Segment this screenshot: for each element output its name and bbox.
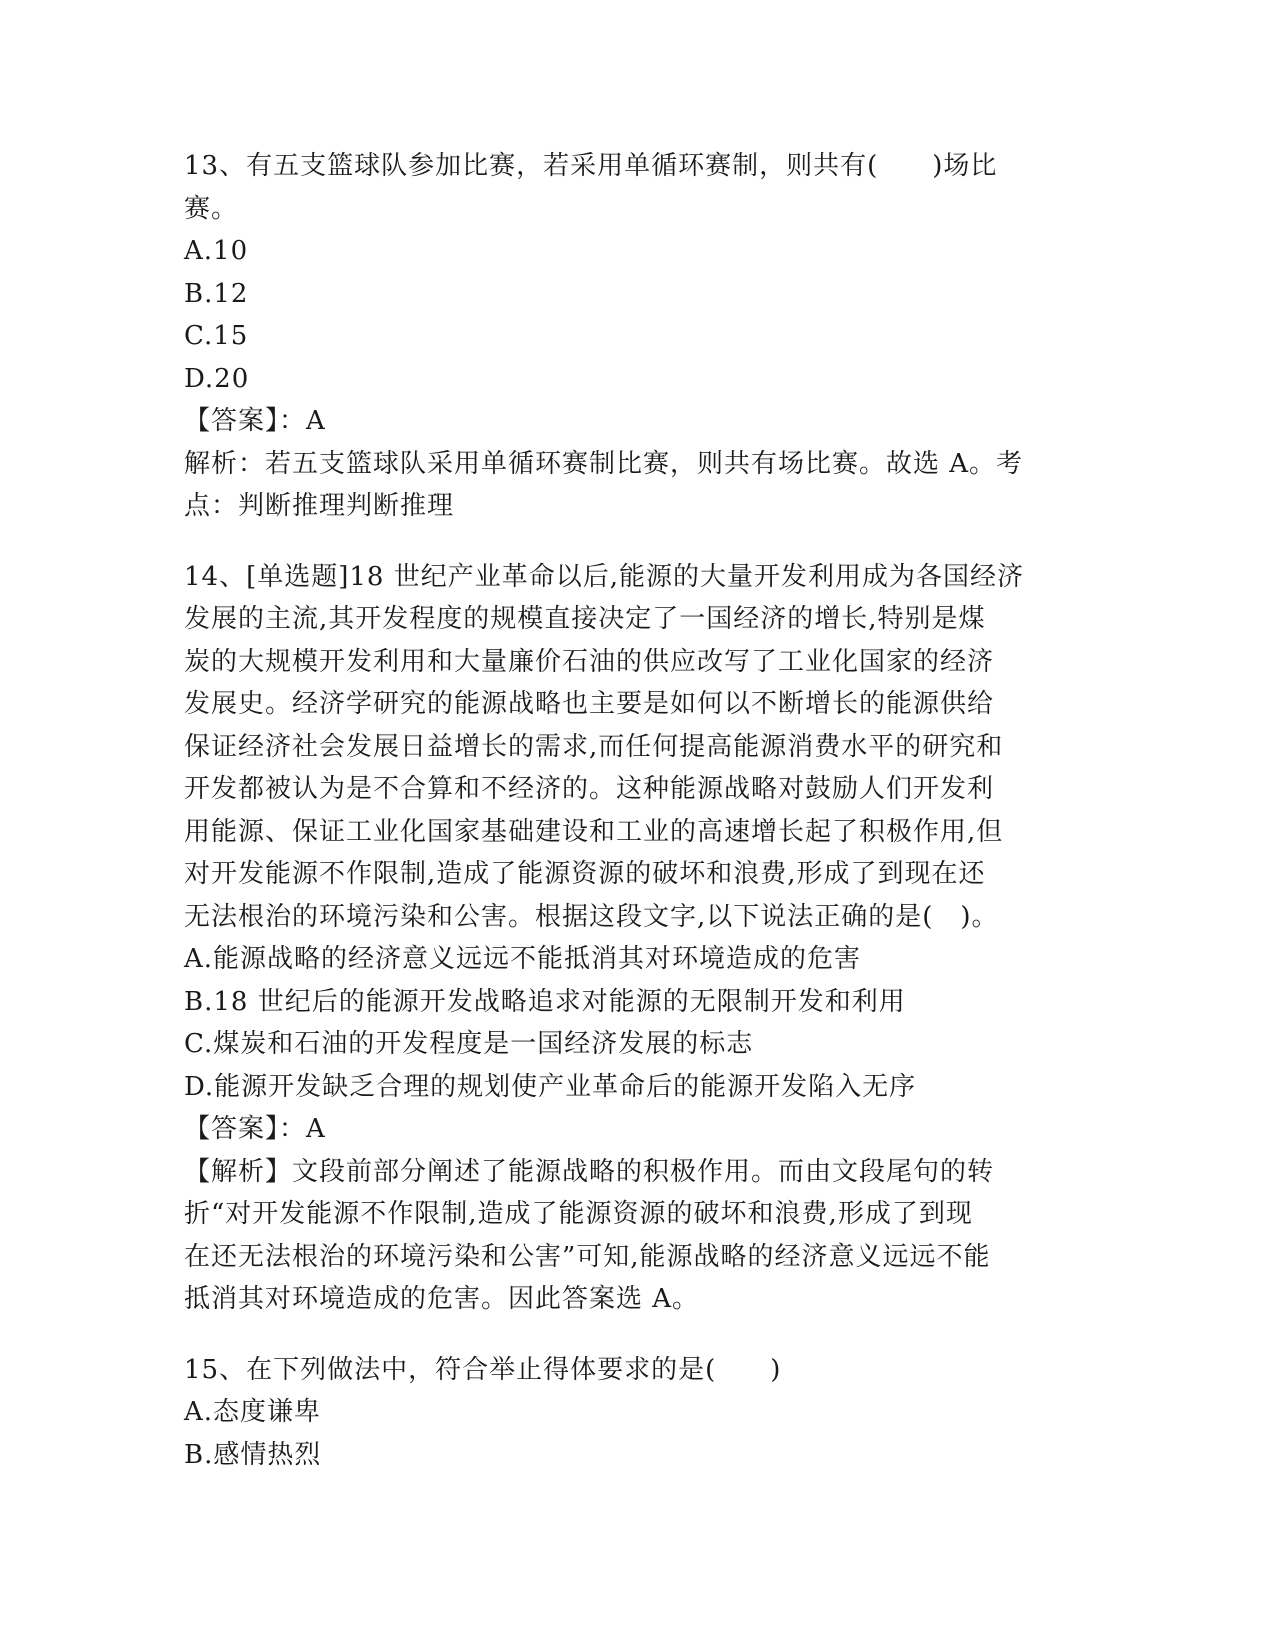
question-14-stem-line: 发展史。经济学研究的能源战略也主要是如何以不断增长的能源供给 [184,689,995,719]
question-15 [184,1349,1084,1477]
question-14-stem-line: 发展的主流,其开发程度的规模直接决定了一国经济的增长,特别是煤 [184,604,986,634]
question-13-answer: 【答案】：A [184,406,326,436]
question-13-option-d: D.20 [184,363,250,394]
question-13-stem-line: 赛。 [184,193,239,224]
question-14-stem-line: 保证经济社会发展日益增长的需求,而任何提高能源消费水平的研究和 [184,731,1004,762]
question-14-analysis-line: 抵消其对环境造成的危害。因此答案选 A。 [184,1284,700,1314]
question-14-option-c: C.煤炭和石油的开发程度是一国经济发展的标志 [184,1029,754,1059]
question-14-stem-line: 用能源、保证工业化国家基础建设和工业的高速增长起了积极作用,但 [184,816,1004,847]
question-14-answer: 【答案】：A [184,1114,326,1144]
question-spacer [184,528,1084,556]
question-13-stem-line: 13、有五支篮球队参加比赛，若采用单循环赛制，则共有( )场比 [184,151,998,181]
question-13-analysis-line: 点：判断推理判断推理 [184,491,455,521]
question-13-option-b: B.12 [184,278,249,309]
question-14-stem-line: 14、[单选题]18 世纪产业革命以后,能源的大量开发利用成为各国经济 [184,561,1024,592]
question-14-option-d: D.能源开发缺乏合理的规划使产业革命后的能源开发陷入无序 [184,1071,917,1102]
question-14-stem-line: 无法根治的环境污染和公害。根据这段文字,以下说法正确的是( )。 [184,901,999,932]
question-13-option-a: A.10 [184,236,249,266]
question-15-option-b: B.感情热烈 [184,1439,322,1470]
question-13-option-c: C.15 [184,321,249,351]
question-14-stem-line: 炭的大规模开发利用和大量廉价石油的供应改写了工业化国家的经济 [184,646,995,677]
question-14 [184,556,1084,1321]
question-14-analysis-line: 在还无法根治的环境污染和公害”可知,能源战略的经济意义远远不能 [184,1241,991,1272]
question-14-analysis-line: 【解析】文段前部分阐述了能源战略的积极作用。而由文段尾句的转 [184,1156,995,1187]
question-14-option-b: B.18 世纪后的能源开发战略追求对能源的无限制开发和利用 [184,986,906,1017]
question-14-option-a: A.能源战略的经济意义远远不能抵消其对环境造成的危害 [184,944,862,974]
question-13-analysis-line: 解析：若五支篮球队采用单循环赛制比赛，则共有场比赛。故选 A。考 [184,448,1024,479]
question-14-stem-line: 开发都被认为是不合算和不经济的。这种能源战略对鼓励人们开发利 [184,774,995,804]
question-13 [184,145,1084,528]
question-14-stem-line: 对开发能源不作限制,造成了能源资源的破坏和浪费,形成了到现在还 [184,859,986,889]
question-15-stem-line: 15、在下列做法中，符合举止得体要求的是( ) [184,1354,782,1385]
question-14-analysis-line: 折“对开发能源不作限制,造成了能源资源的破坏和浪费,形成了到现 [184,1199,973,1229]
document-page [184,145,1084,1476]
question-15-option-a: A.态度谦卑 [184,1397,322,1427]
question-spacer [184,1321,1084,1349]
